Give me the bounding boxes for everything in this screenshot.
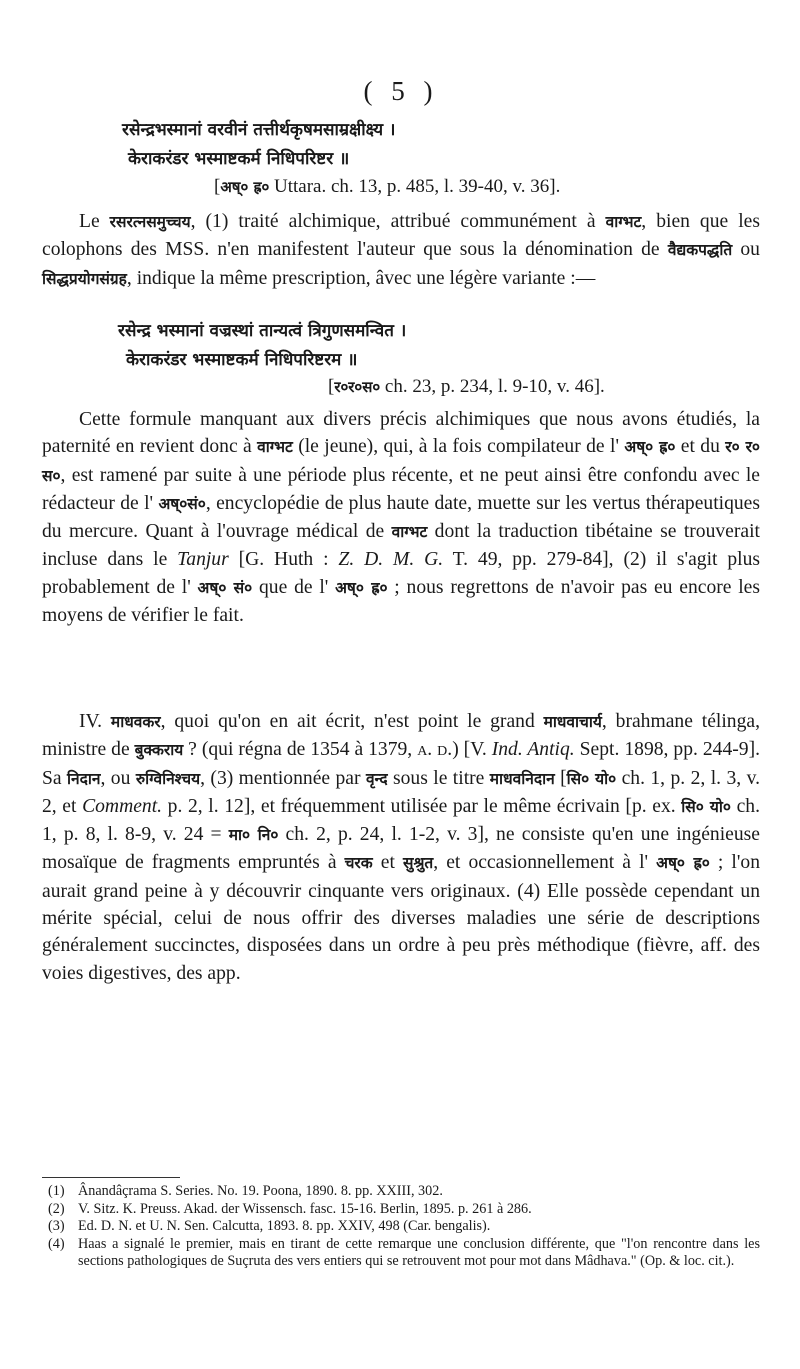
sanskrit-term: चरक <box>344 854 373 873</box>
text: [ <box>554 767 567 789</box>
sanskrit-term: अष्०सं० <box>158 494 206 513</box>
text: Le <box>79 211 110 232</box>
ref-location: Uttara. ch. 13, p. 485, l. 39-40, v. 36]. <box>269 176 561 197</box>
sanskrit-term: रसरत्नसमुच्चय <box>109 213 191 231</box>
text: dont la traduction tibétaine se trouverait incluse dans le <box>42 521 760 571</box>
text: ou <box>732 239 760 261</box>
text: ) [V. <box>452 739 492 761</box>
footnote-number: (4) <box>48 1235 65 1252</box>
sanskrit-term: सिद्धप्रयोगसंग्रह <box>42 269 127 288</box>
text: , est ramené par suite à une période plus récente, et ne peut ainsi être confondu avec le rédacteur de l' <box>42 464 760 514</box>
text: sous le titre <box>387 767 490 789</box>
text: , quoi qu'on en ait écrit, n'est point le grand <box>160 711 544 732</box>
sanskrit-term: अष्० सं० <box>197 578 253 597</box>
footnote <box>42 1201 760 1219</box>
paragraph-1 <box>42 208 760 293</box>
italic-term: Tanjur <box>177 549 229 571</box>
text: , (1) traité alchimique, attribué communément à <box>190 211 606 232</box>
text: , brahmane télinga, ministre de <box>42 711 760 761</box>
paragraph-2 <box>42 406 760 629</box>
small-caps-term: a. d. <box>417 739 453 761</box>
sanskrit-term: सि० यो० <box>566 769 617 788</box>
ref-source: अष्० ह्र० <box>220 178 270 196</box>
page-number: ( 5 ) <box>363 76 439 106</box>
paragraph-3 <box>42 708 760 987</box>
text: ; l'on aurait grand peine à y découvrir cinquante vers originaux. (4) Elle possède cependant un mérite spécial, celui de nous offrir des diverses maladies une série de descriptions généralement succinctes, disposées dans un ordre à peu près méthodique (fièvre, aff. des voies digestives, des app. <box>42 852 760 984</box>
sanskrit-term: सि० यो० <box>681 797 731 816</box>
text: Sept. 1898, pp. 244-9]. Sa <box>42 739 761 789</box>
italic-term: Ind. Antiq. <box>491 739 575 761</box>
sanskrit-term: निदान <box>67 769 101 788</box>
sanskrit-term: बुक्कराय <box>134 741 184 760</box>
footnote-rule <box>42 1177 180 1178</box>
footnote <box>42 1236 760 1271</box>
text: et du <box>675 436 726 458</box>
sanskrit-term: वैद्यकपद्धति <box>667 241 733 260</box>
text: , (3) mentionnée par <box>200 767 366 789</box>
verse-2-line-1: रसेन्द्र भस्मानां वज्रस्थां तान्यत्वं त्रिगुणसमन्वित । <box>118 321 407 341</box>
text: (le jeune), qui, à la fois compilateur de l' <box>292 436 625 458</box>
verse-2-line-2: केराकरंडर भस्माष्टकर्म निधिपरिष्टरम ॥ <box>126 350 358 370</box>
text: , indique la même prescription, âvec une légère variante :— <box>126 267 596 289</box>
verse-1-line-2: केराकरंडर भस्माष्टकर्म निधिपरिष्टर ॥ <box>128 149 350 169</box>
text: que de l' <box>252 576 336 598</box>
text: ch. 2, p. 24, l. 1-2, v. 3], ne consiste qu'en une ingénieuse mosaïque de fragments empruntés à <box>42 824 760 874</box>
text: ch. 1, p. 2, l. 3, v. 2, et <box>42 767 761 817</box>
footnote-text: V. Sitz. K. Preuss. Akad. der Wissensch. fasc. 15-16. Berlin, 1895. p. 261 à 286. <box>78 1200 532 1217</box>
page <box>42 0 760 1369</box>
footnotes <box>42 1183 760 1271</box>
text: ? (qui régna de 1354 à 1379, <box>183 739 418 761</box>
ref-bracket: [ <box>214 176 221 197</box>
sanskrit-term: अष्० ह्र० <box>624 438 676 457</box>
sanskrit-term: माधवनिदान <box>489 769 555 788</box>
text: Cette formule manquant aux divers précis alchimiques que nous avons étudiés, la paternité en revient donc à <box>42 409 760 458</box>
footnote <box>42 1183 760 1201</box>
sanskrit-term: वाग्भट <box>257 438 293 457</box>
italic-term: Z. D. M. G. <box>338 549 444 571</box>
sanskrit-term: माधवकर <box>110 713 161 731</box>
text: [G. Huth : <box>228 549 339 571</box>
sanskrit-term: वृन्द <box>365 769 388 788</box>
text: ; nous regrettons de n'avoir pas eu encore les moyens de vérifier le fait. <box>42 576 761 627</box>
verse-2-reference <box>328 376 605 398</box>
ref-location: ch. 23, p. 234, l. 9-10, v. 46]. <box>380 376 605 397</box>
footnote-text: Ânandâçrama S. Series. No. 19. Poona, 1890. 8. pp. XXIII, 302. <box>78 1183 443 1199</box>
text: , encyclopédie de plus haute date, muette sur les vertus thérapeutiques du mercure. Quant à l'ouvrage médical de <box>42 492 760 543</box>
text: , bien que les colophons des MSS. n'en manifestent l'auteur que sous la dénomination de <box>42 211 760 261</box>
sanskrit-term: अष्० ह्र० <box>335 578 388 597</box>
ref-bracket: [ <box>328 376 335 397</box>
footnote-number: (2) <box>48 1200 65 1217</box>
footnote-text: Haas a signalé le premier, mais en tirant de cette remarque une conclusion différente, que "l'on rencontre dans les sections pathologiques de Suçruta des vers entiers qui se retrouvent mot pour mot dans Mâdhava." (Op. & loc. cit.). <box>78 1235 760 1270</box>
italic-term: Comment. <box>82 795 163 817</box>
verse-1-reference <box>214 176 560 198</box>
ref-source: र०र०स० <box>334 378 381 396</box>
sanskrit-term: र० र० स० <box>42 438 760 485</box>
footnote-number: (3) <box>48 1218 65 1235</box>
text: ch. 1, p. 8, l. 8-9, v. 24 = <box>42 795 760 846</box>
sanskrit-term: सुश्रुत <box>402 854 434 873</box>
text: T. 49, pp. 279-84], (2) il s'agit plus probablement de l' <box>42 549 760 598</box>
footnote-text: Ed. D. N. et U. N. Sen. Calcutta, 1893. 8. pp. XXIV, 498 (Car. bengalis). <box>78 1218 491 1235</box>
sanskrit-term: अष्० ह्र० <box>656 854 710 873</box>
sanskrit-term: माधवाचार्य <box>543 713 602 731</box>
text: p. 2, l. 12], et fréquemment utilisée par le même écrivain [p. ex. <box>162 795 682 817</box>
sanskrit-term: रुग्विनिश्चय <box>135 769 201 788</box>
section-number: IV. <box>79 711 111 732</box>
text: et <box>372 852 403 874</box>
verse-1-line-1: रसेन्द्रभस्मानां वरवीनं तत्तीर्थकृषमसाम्रक्षीक्ष्य । <box>122 120 396 140</box>
text: , et occasionnellement à l' <box>433 852 657 874</box>
text: , ou <box>100 767 136 789</box>
sanskrit-term: मा० नि० <box>228 826 279 845</box>
footnote <box>42 1218 760 1236</box>
sanskrit-term: वाग्भट <box>605 213 642 231</box>
sanskrit-term: वाग्भट <box>391 523 428 542</box>
footnote-number: (1) <box>48 1183 65 1199</box>
